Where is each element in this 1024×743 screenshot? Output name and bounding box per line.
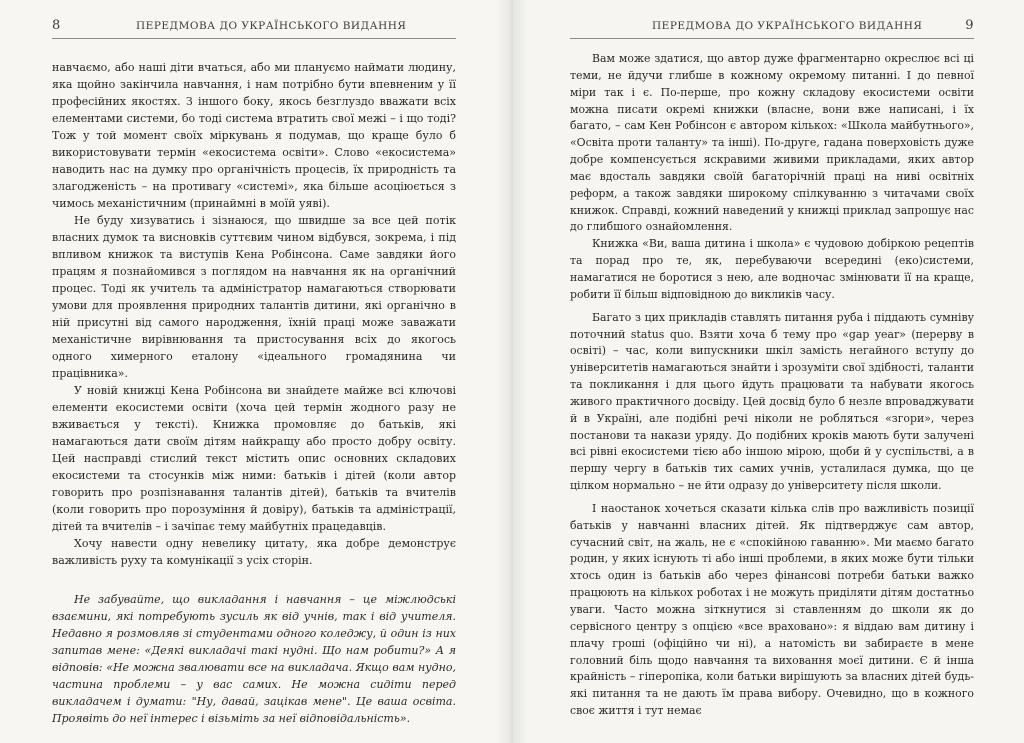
paragraph: Хочу навести одну невелику цитату, яка добре демонструє важливість руху та комунікації з усіх сторін.	[52, 537, 456, 567]
paragraph: Не буду хизуватись і зізнаюся, що швидше за все цей потік власних думок та висновків суттєвим чином відбувся, зокрема, і під впливом книжок та виступів Кена Робінсона. Саме завдяки його працям я познайомився з поглядом на навчання як на органічний процес. Тоді як учитель та адміністратор намагаються створювати умови для проявлення природних талантів дитини, які органічно в ній присутні від самого народження, їхній праці може заважати механістичне вирівнювання та пристосування всіх до якогось одного химерного еталону «ідеального громадянина чи працівника».	[52, 214, 456, 380]
paragraph: Книжка «Ви, ваша дитина і школа» є чудовою добіркою рецептів та порад про те, як, перебуваючи всередині (еко)системи, намагатися не боротися з нею, але водночас змінювати її на краще, робити її більш відповідною до викликів часу.	[570, 237, 974, 301]
paragraph: І наостанок хочеться сказати кілька слів про важливість позиції батьків у навчанні власних дітей. Як підтверджує сам автор, сучасний світ, на жаль, не є «спокійною гаванню». Ми маємо багато родин, у яких існують ті або інші проблеми, в яких може бути тільки хтось один із батьків або через фінансові потреби батьки важко працюють на кількох роботах і не можуть приділяти дітям достатньо уваги. Часто можна зіткнутися зі ставленням до школи як до сервісного центру з опцією «все враховано»: я віддаю вам дитину і плачу гроші (офіційно чи ні), а натомість ви забираєте в мене головний біль щодо навчання та виховання моєї дитини. Є й інша крайність – гіперопіка, коли батьки вирішують за власних дітей будь-які питання та не дають їм права вибору. Очевидно, що в кожного своє життя і тут немає	[570, 501, 974, 718]
running-title: ПЕРЕДМОВА ДО УКРАЇНСЬКОГО ВИДАННЯ	[652, 20, 923, 32]
running-title: ПЕРЕДМОВА ДО УКРАЇНСЬКОГО ВИДАННЯ	[136, 20, 407, 32]
page-number: 8	[52, 18, 61, 33]
paragraph: Вам може здатися, що автор дуже фрагментарно окреслює всі ці теми, не йдучи глибше в кожному окремому питанні. І до певної міри так і є. По-перше, про кожну складову екосистеми освіти можна писати окремі книжки (власне, вони вже написані, і їх багато, – сам Кен Робінсон є автором кількох: «Школа майбутнього», «Освіта проти таланту» та інші). По-друге, гадана поверховість дуже добре компенсується яскравими живими прикладами, яких автор має вдосталь завдяки своїй багаторічній праці на ниві освітніх реформ, а також завдяки широкому спілкуванню з читачами своїх книжок. Справді, кожний наведений у книжці приклад запрошує нас до глибшого ознайомлення.	[570, 52, 974, 234]
left-page-body	[52, 59, 456, 727]
left-page-header	[52, 18, 456, 39]
block-quote: Не забувайте, що викладання і навчання – це міжлюдські взаємини, які потребують зусиль як від учнів, так і від учителя. Недавно я розмовляв зі студентами одного коледжу, й один із них запитав мене: «Деякі викладачі такі нудні. Що нам робити?» А я відповів: «Не можна звалювати все на викладача. Якщо вам нудно, частина проблеми – у вас самих. Не можна сидіти перед викладачем і думати: "Ну, давай, зацікав мене". Це ваша освіта. Проявіть до неї інтерес і візьміть за неї відповідальність».	[52, 593, 456, 725]
paragraph: У новій книжці Кена Робінсона ви знайдете майже всі ключові елементи екосистеми освіти (хоча цей термін жодного разу не вживається у тексті). Книжка промовляє до батьків, які намагаються дати своїм дітям найкращу або просто добру освіту. Цей насправді стислий текст містить опис основних складових екосистеми та стосунків між ними: батьків і дітей (коли автор говорить про розпізнавання талантів дітей), батьків та вчителів (коли говорить про порозуміння й довіру), батьків та адміністрації, дітей та вчителів – і зачіпає тему майбутніх працедавців.	[52, 384, 456, 533]
right-page	[512, 0, 1024, 743]
paragraph: навчаємо, або наші діти вчаться, або ми плануємо наймати людину, яка щойно закінчила навчання, і нам потрібно бути впевненим у її професійних якостях. З іншого боку, якось безглуздо вважати всіх елементами системи, бо тоді система втратить свої межі – і що тоді? Тож у той момент своїх міркувань я подумав, що краще було б використовувати термін «екосистема освіти». Слово «екосистема» наводить нас на думку про органічність процесів, їх природність та злагодженість – на противагу «системі», яка більше асоціюється з чимось механістичним (принаймні в моїй уяві).	[52, 61, 456, 210]
right-page-header	[570, 18, 974, 39]
page-number: 9	[965, 18, 974, 33]
paragraph: Багато з цих прикладів ставлять питання руба і піддають сумніву поточний status quo. Взяти хоча б тему про «gap year» (перерву в освіті) – час, коли випускники шкіл замість негайного вступу до університетів намагаються знайти і зрозуміти свої здібності, таланти та покликання і для цього йдуть працювати та набувати якогось живого практичного досвіду. Цей досвід було б незле впроваджувати й в Україні, але подібні речі ніколи не робляться «згори», через постанови та накази уряду. До подібних кроків мають бути залучені всі рівні екосистеми тією або іншою мірою, щоби й у суспільстві, а в першу чергу в батьків тих самих учнів, усталилася думка, що це цілком нормально – не йти одразу до університету після школи.	[570, 310, 974, 493]
right-page-body	[570, 51, 974, 720]
